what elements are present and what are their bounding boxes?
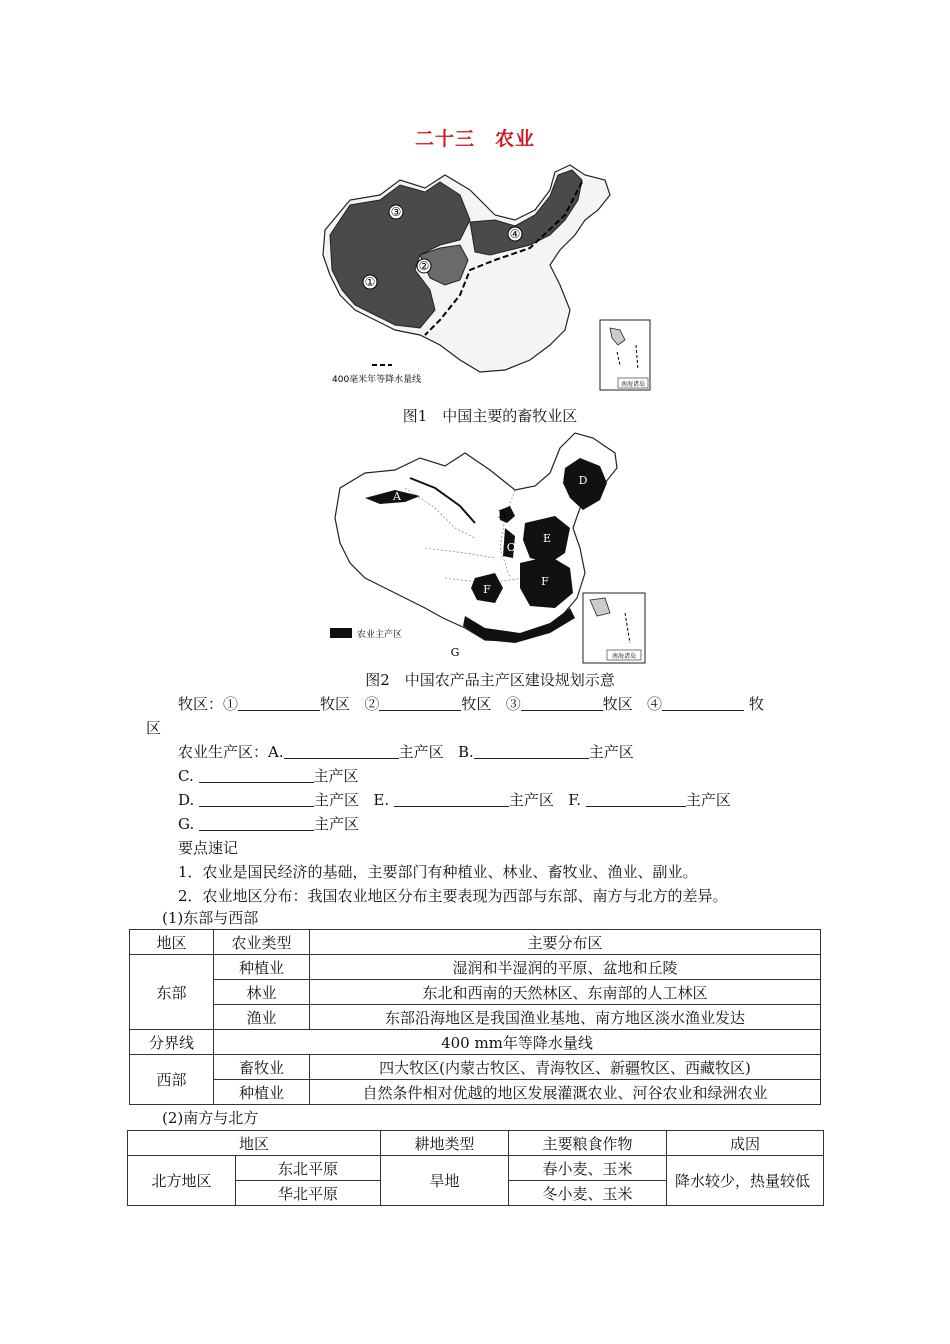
table-cell: 华北平原 <box>236 1181 381 1206</box>
marker-e: E <box>542 532 552 545</box>
agri-line-ab: 农业生产区：A. 主产区 B. 主产区 <box>178 743 634 761</box>
figure2-inset-label: 南海诸岛 <box>611 653 637 660</box>
table-cell: 种植业 <box>214 955 310 980</box>
region-north: 北方地区 <box>128 1156 236 1206</box>
table-cell: 林业 <box>214 980 310 1005</box>
divider-label: 分界线 <box>130 1030 214 1055</box>
table-cell: 东部沿海地区是我国渔业基地、南方地区淡水渔业发达 <box>310 1005 821 1030</box>
agri-line-def: D. 主产区 E. 主产区 F. 主产区 <box>178 791 731 809</box>
marker-f-left: F <box>483 583 491 596</box>
blank-b[interactable] <box>474 744 589 759</box>
blank-1[interactable] <box>238 696 320 711</box>
table-cell: 湿润和半湿润的平原、盆地和丘陵 <box>310 955 821 980</box>
table-cell: 降水较少，热量较低 <box>667 1156 824 1206</box>
page-title: 二十三 农业 <box>414 128 535 150</box>
blank-2[interactable] <box>379 696 461 711</box>
divider-value: 400 mm年等降水量线 <box>214 1030 821 1055</box>
figure2-legend: 农业主产区 <box>357 630 403 640</box>
marker-a: A <box>393 490 401 503</box>
table-cell: 畜牧业 <box>214 1055 310 1080</box>
blank-3[interactable] <box>521 696 603 711</box>
marker-c: C <box>506 541 516 554</box>
figure2-caption: 图2 中国农产品主产区建设规划示意 <box>365 671 615 689</box>
agri-line-c: C. 主产区 <box>178 767 359 785</box>
pasture-wrap: 区 <box>146 719 162 737</box>
blank-4[interactable] <box>662 696 744 711</box>
marker-g: G <box>450 646 460 659</box>
marker-3: ③ <box>390 205 402 219</box>
table-cell: 东北和西南的天然林区、东南部的人工林区 <box>310 980 821 1005</box>
figure1-map <box>320 160 660 400</box>
marker-4: ④ <box>509 227 521 241</box>
table-header: 主要粮食作物 <box>509 1131 667 1156</box>
table-cell: 旱地 <box>381 1156 509 1206</box>
table-header: 农业类型 <box>214 930 310 955</box>
north-south-table <box>127 1130 824 1206</box>
blank-d[interactable] <box>199 792 314 807</box>
blank-g[interactable] <box>199 816 314 831</box>
blank-c[interactable] <box>199 768 314 783</box>
figure1-inset-label: 南海诸岛 <box>620 381 646 388</box>
table-header: 地区 <box>130 930 214 955</box>
subheading-2: (2)南方与北方 <box>162 1109 259 1127</box>
blank-e[interactable] <box>394 792 509 807</box>
east-west-table <box>129 929 821 1105</box>
marker-b: B <box>497 508 507 521</box>
table-cell: 东北平原 <box>236 1156 381 1181</box>
marker-d: D <box>578 474 588 487</box>
table-cell: 种植业 <box>214 1080 310 1105</box>
table-cell: 春小麦、玉米 <box>509 1156 667 1181</box>
table-cell: 冬小麦、玉米 <box>509 1181 667 1206</box>
pasture-line: 牧区：① 牧区 ② 牧区 ③ 牧区 ④ 牧 <box>178 695 764 713</box>
region-east: 东部 <box>130 955 214 1030</box>
point-2: 2．农业地区分布：我国农业地区分布主要表现为西部与东部、南方与北方的差异。 <box>178 887 728 905</box>
table-header: 地区 <box>128 1131 381 1156</box>
subheading-1: (1)东部与西部 <box>162 909 259 927</box>
blank-a[interactable] <box>284 744 399 759</box>
table-header: 耕地类型 <box>381 1131 509 1156</box>
table-cell: 渔业 <box>214 1005 310 1030</box>
figure1-legend: 400毫米年等降水量线 <box>332 375 422 385</box>
key-points-heading: 要点速记 <box>178 839 239 857</box>
region-west: 西部 <box>130 1055 214 1105</box>
table-header: 主要分布区 <box>310 930 821 955</box>
figure1-caption: 图1 中国主要的畜牧业区 <box>402 407 578 425</box>
point-1: 1．农业是国民经济的基础，主要部门有种植业、林业、畜牧业、渔业、副业。 <box>178 863 698 881</box>
agri-line-g: G. 主产区 <box>178 815 360 833</box>
marker-f-right: F <box>541 575 549 588</box>
table-header: 成因 <box>667 1131 824 1156</box>
blank-f[interactable] <box>586 792 686 807</box>
table-cell: 四大牧区(内蒙古牧区、青海牧区、新疆牧区、西藏牧区) <box>310 1055 821 1080</box>
marker-2: ② <box>418 259 430 273</box>
figure2-map <box>325 428 665 668</box>
marker-1: ① <box>364 275 376 289</box>
table-cell: 自然条件相对优越的地区发展灌溉农业、河谷农业和绿洲农业 <box>310 1080 821 1105</box>
